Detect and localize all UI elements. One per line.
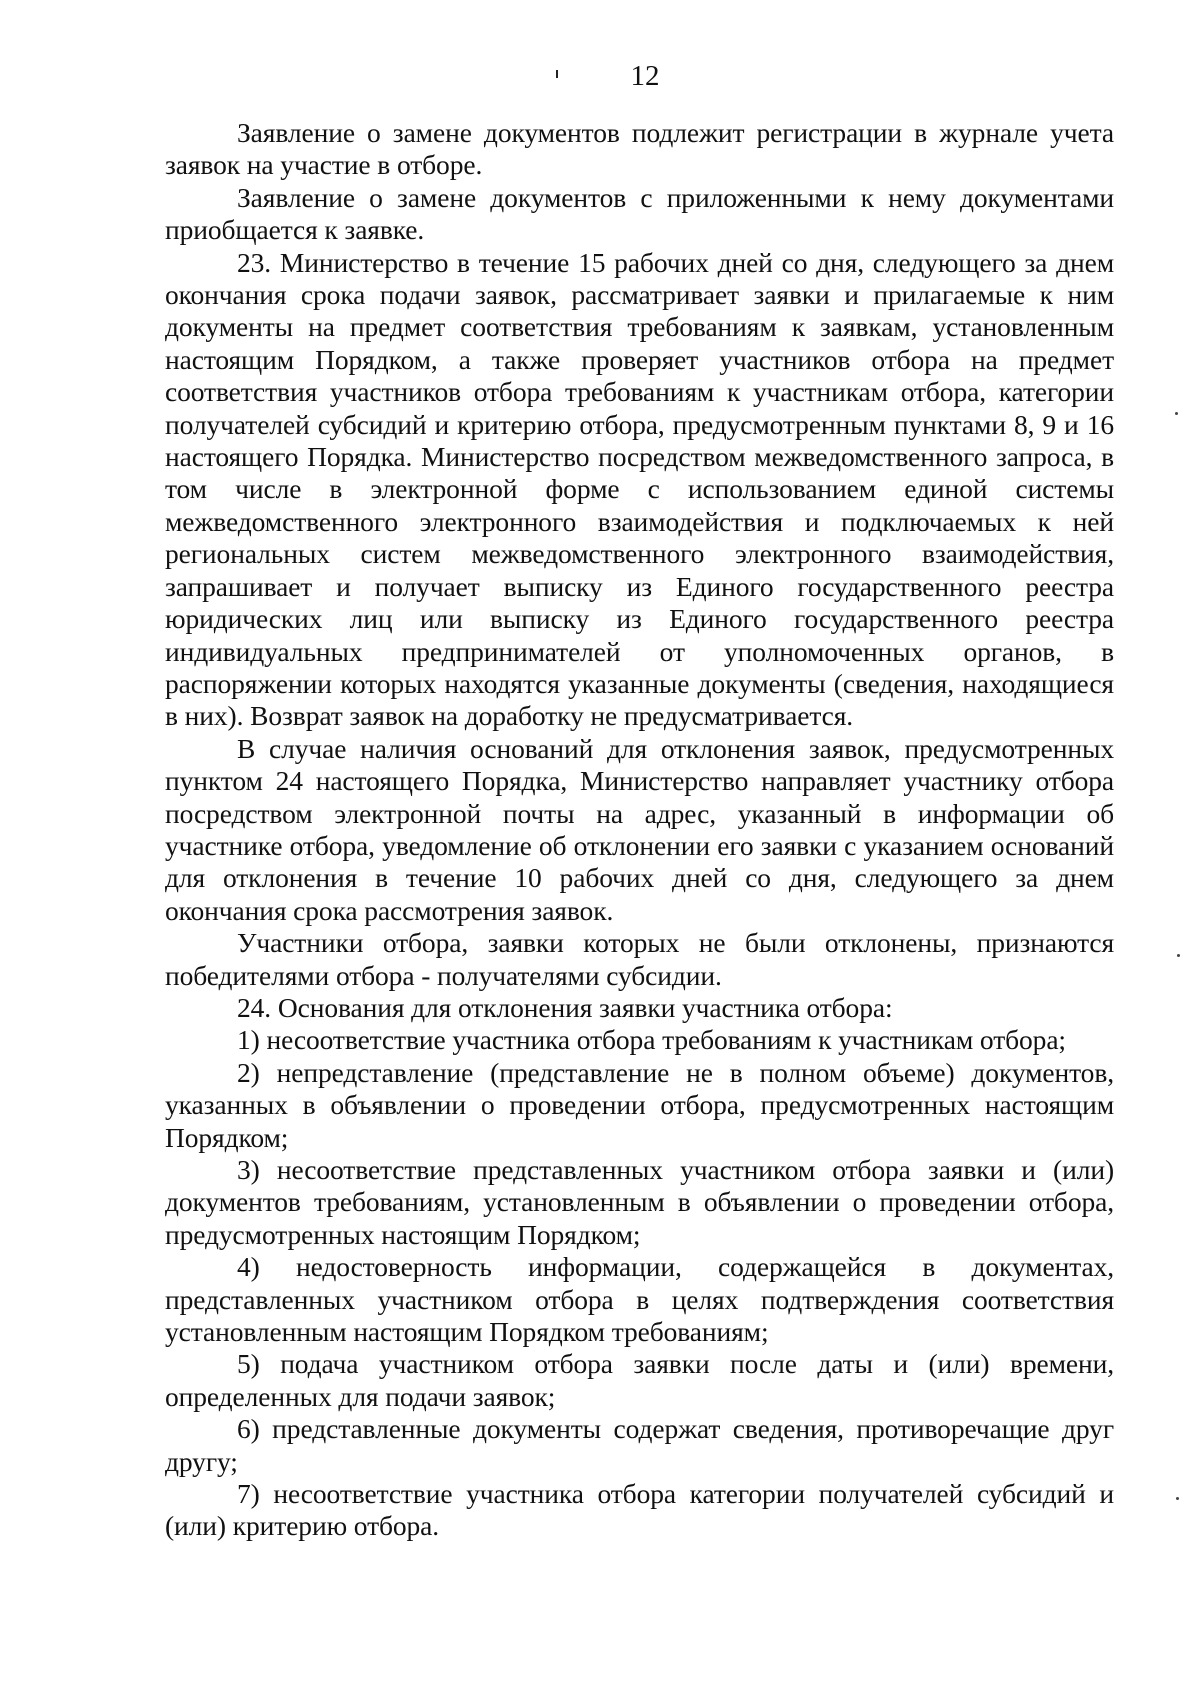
paragraph: 24. Основания для отклонения заявки участника отбора:	[237, 991, 893, 1023]
list-item: 5) подача участником отбора заявки после даты и (или) времени, определенных для подачи заявок;	[165, 1348, 1114, 1412]
scan-speck	[1175, 412, 1178, 415]
list-item: 6) представленные документы содержат сведения, противоречащие друг другу;	[165, 1413, 1114, 1477]
list-item: 1) несоответствие участника отбора требованиям к участникам отбора;	[237, 1024, 1066, 1056]
scan-speck	[1176, 1497, 1179, 1500]
scan-speck	[1177, 954, 1180, 957]
list-item: 7) несоответствие участника отбора категории получателей субсидий и (или) критерию отбора.	[165, 1478, 1114, 1542]
page-number: 12	[630, 60, 660, 92]
paragraph: В случае наличия оснований для отклонения заявок, предусмотренных пунктом 24 настоящего Порядка, Министерство направляет участнику отбора посредством электронной почты на адрес, указанный в информации об участнике отбора, уведомление об отклонении его заявки с указанием оснований для отклонения в течение 10 рабочих дней со дня, следующего за днем окончания срока рассмотрения заявок.	[165, 732, 1114, 926]
paragraph: Участники отбора, заявки которых не были отклонены, признаются победителями отбора - получателями субсидии.	[165, 927, 1114, 991]
list-item: 4) недостоверность информации, содержащейся в документах, представленных участником отбора в целях подтверждения соответствия установленным настоящим Порядком требованиям;	[165, 1251, 1114, 1348]
list-item: 2) непредставление (представление не в полном объеме) документов, указанных в объявлении о проведении отбора, предусмотренных настоящим Порядком;	[165, 1056, 1114, 1153]
paragraph: 23. Министерство в течение 15 рабочих дней со дня, следующего за днем окончания срока подачи заявок, рассматривает заявки и прилагаемые к ним документы на предмет соответствия требованиям к заявкам, установленным настоящим Порядком, а также проверяет участников отбора на предмет соответствия участников отбора требованиям к участникам отбора, категории получателей субсидий и критерию отбора, предусмотренным пунктами 8, 9 и 16 настоящего Порядка. Министерство посредством межведомственного запроса, в том числе в электронной форме с использованием единой системы межведомственного электронного взаимодействия и подключаемых к ней региональных систем межведомственного электронного взаимодействия, запрашивает и получает выписку из Единого государственного реестра юридических лиц или выписку из Единого государственного реестра индивидуальных предпринимателей от уполномоченных органов, в распоряжении которых находятся указанные документы (сведения, находящиеся в них). Возврат заявок на доработку не предусматривается.	[165, 246, 1114, 732]
paragraph: Заявление о замене документов подлежит регистрации в журнале учета заявок на участие в отборе.	[165, 117, 1114, 181]
list-item: 3) несоответствие представленных участником отбора заявки и (или) документов требованиям, установленным в объявлении о проведении отбора, предусмотренных настоящим Порядком;	[165, 1154, 1114, 1250]
document-body	[165, 117, 1114, 1543]
paragraph: Заявление о замене документов с приложенными к нему документами приобщается к заявке.	[165, 181, 1114, 246]
